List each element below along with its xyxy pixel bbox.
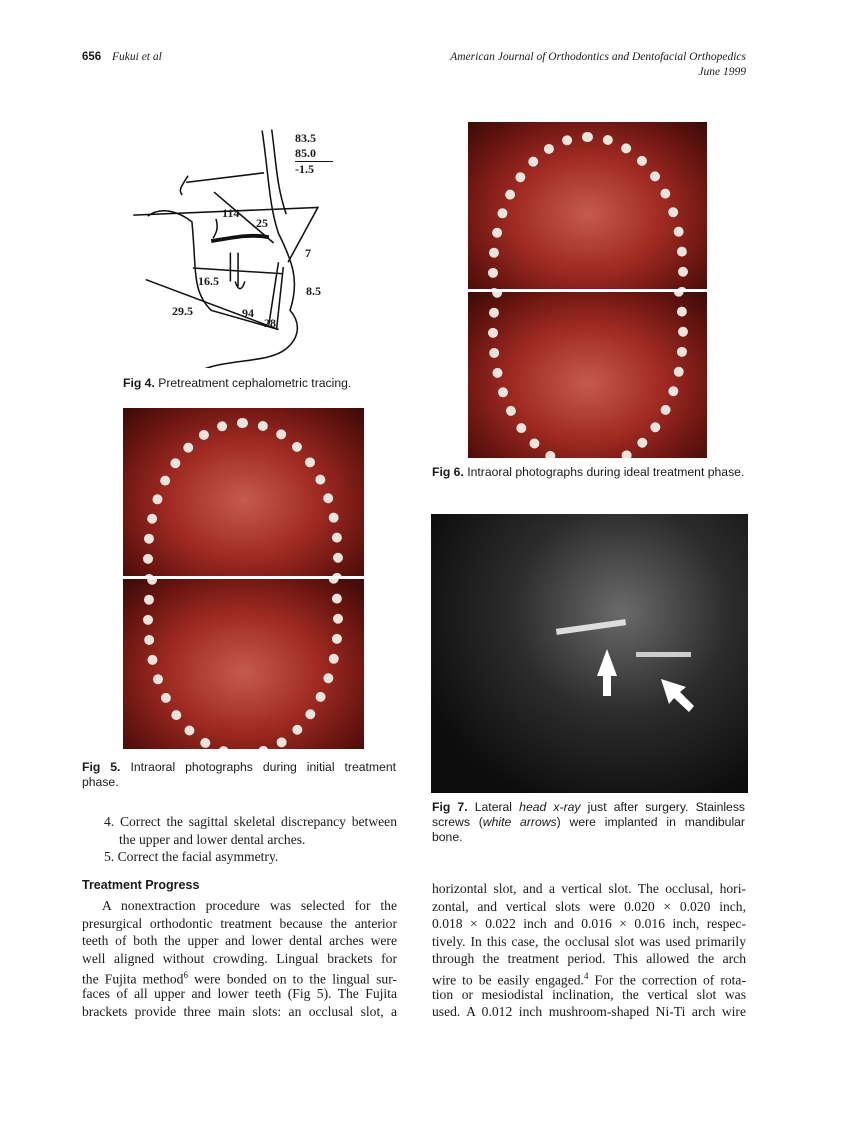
tracing-value: 94 — [242, 306, 254, 320]
text-line — [82, 967, 397, 985]
cephalometric-tracing — [120, 118, 360, 368]
fig4-caption — [123, 376, 351, 391]
caption-text: just after surgery. Stainless screws ( — [432, 800, 746, 829]
fig7-label: Fig 7. — [432, 800, 468, 814]
text-line: 0.018 × 0.022 inch and 0.016 × 0.016 inch, respec- — [432, 916, 746, 932]
citation-ref[interactable]: 6 — [183, 970, 188, 981]
white-arrow-icon — [661, 679, 694, 712]
caption-emphasis: white arrows — [482, 815, 557, 829]
fig5-upper-arch-photo — [123, 408, 364, 576]
fig6-caption — [432, 465, 745, 480]
list-item-continuation: the upper and lower dental arches. — [119, 831, 306, 847]
caption-text: ) were implanted in mandibular bone. — [432, 815, 745, 844]
fig6-lower-arch-photo — [468, 292, 707, 458]
right-column-text — [432, 880, 746, 1021]
tracing-value: -1.5 — [295, 162, 314, 176]
tracing-value: 28 — [264, 316, 276, 330]
left-column-text — [82, 897, 397, 1020]
text-line: zontal, and vertical slots were 0.020 × 0.020 inch, — [432, 898, 746, 914]
fig6-label: Fig 6. — [432, 465, 464, 479]
page-number: 656 — [82, 51, 102, 63]
journal-title: American Journal of Orthodontics and Dentofacial Orthopedics — [450, 51, 746, 63]
text-line: A nonextraction procedure was selected for the — [102, 898, 397, 913]
list-item: 5. Correct the facial asymmetry. — [104, 849, 279, 865]
tracing-value: 8.5 — [306, 284, 321, 298]
text-line: tively. In this case, the occlusal slot was used primarily — [432, 933, 746, 949]
fig5-caption — [82, 760, 396, 790]
text-line: faces of all upper and lower teeth (Fig 5). The Fujita — [82, 985, 397, 1001]
section-heading: Treatment Progress — [82, 878, 200, 892]
fig4-caption-text: Pretreatment cephalometric tracing. — [158, 376, 352, 390]
fig6-caption-text: Intraoral photographs during ideal treatment phase. — [467, 465, 745, 479]
fig7-xray-image — [431, 514, 748, 793]
xray-arrows — [431, 514, 748, 793]
issue-date — [698, 66, 746, 78]
tracing-value: 25 — [256, 216, 268, 230]
issue-month: June 1999 — [698, 66, 746, 78]
tracing-value: 114 — [222, 206, 240, 220]
citation-ref[interactable]: 4 — [583, 970, 589, 981]
text-line: presurgical orthodontic treatment because the anterior — [82, 915, 397, 931]
fig5-caption-text: Intraoral photographs during initial treatment phase. — [82, 760, 397, 789]
tracing-value: 7 — [305, 246, 311, 260]
text-line: well aligned without crowding. Lingual brackets for — [82, 950, 397, 966]
text-line: tion or mesiodistal inclination, the vertical slot was — [432, 986, 746, 1002]
white-arrow-icon — [597, 649, 617, 696]
fig5-lower-arch-photo — [123, 579, 364, 749]
text-line: horizontal slot, and a vertical slot. The occlusal, hori- — [432, 881, 746, 896]
text-segment: wire to be easily engaged. — [432, 972, 584, 988]
text-line: teeth of both the upper and lower dental arches were — [82, 933, 397, 949]
caption-text: Lateral — [474, 800, 520, 814]
fig5-label: Fig 5. — [82, 760, 121, 774]
text-segment: For the correction of rota- — [594, 972, 746, 988]
list-item: 4. Correct the sagittal skeletal discrepancy between — [104, 814, 397, 829]
running-authors: Fukui et al — [112, 51, 162, 63]
tracing-value: 29.5 — [172, 304, 193, 318]
text-line: through the treatment period. This allowed the arch — [432, 951, 746, 967]
text-segment: the Fujita method — [82, 971, 184, 987]
fig6-upper-arch-photo — [468, 122, 707, 289]
text-line: used. A 0.012 inch mushroom-shaped Ni-Ti arch wire — [432, 1004, 746, 1020]
caption-emphasis: head x-ray — [519, 800, 581, 814]
text-line — [432, 968, 746, 986]
fig4-label: Fig 4. — [123, 376, 155, 390]
objectives-list — [104, 813, 397, 866]
text-line: brackets provide three main slots: an occlusal slot, a — [82, 1003, 397, 1019]
tracing-value: 16.5 — [198, 274, 219, 288]
tracing-value: 83.5 — [295, 131, 316, 145]
fig7-caption — [432, 800, 745, 845]
text-segment: were bonded on to the lingual sur- — [194, 971, 398, 987]
tracing-value: 85.0 — [295, 146, 333, 162]
